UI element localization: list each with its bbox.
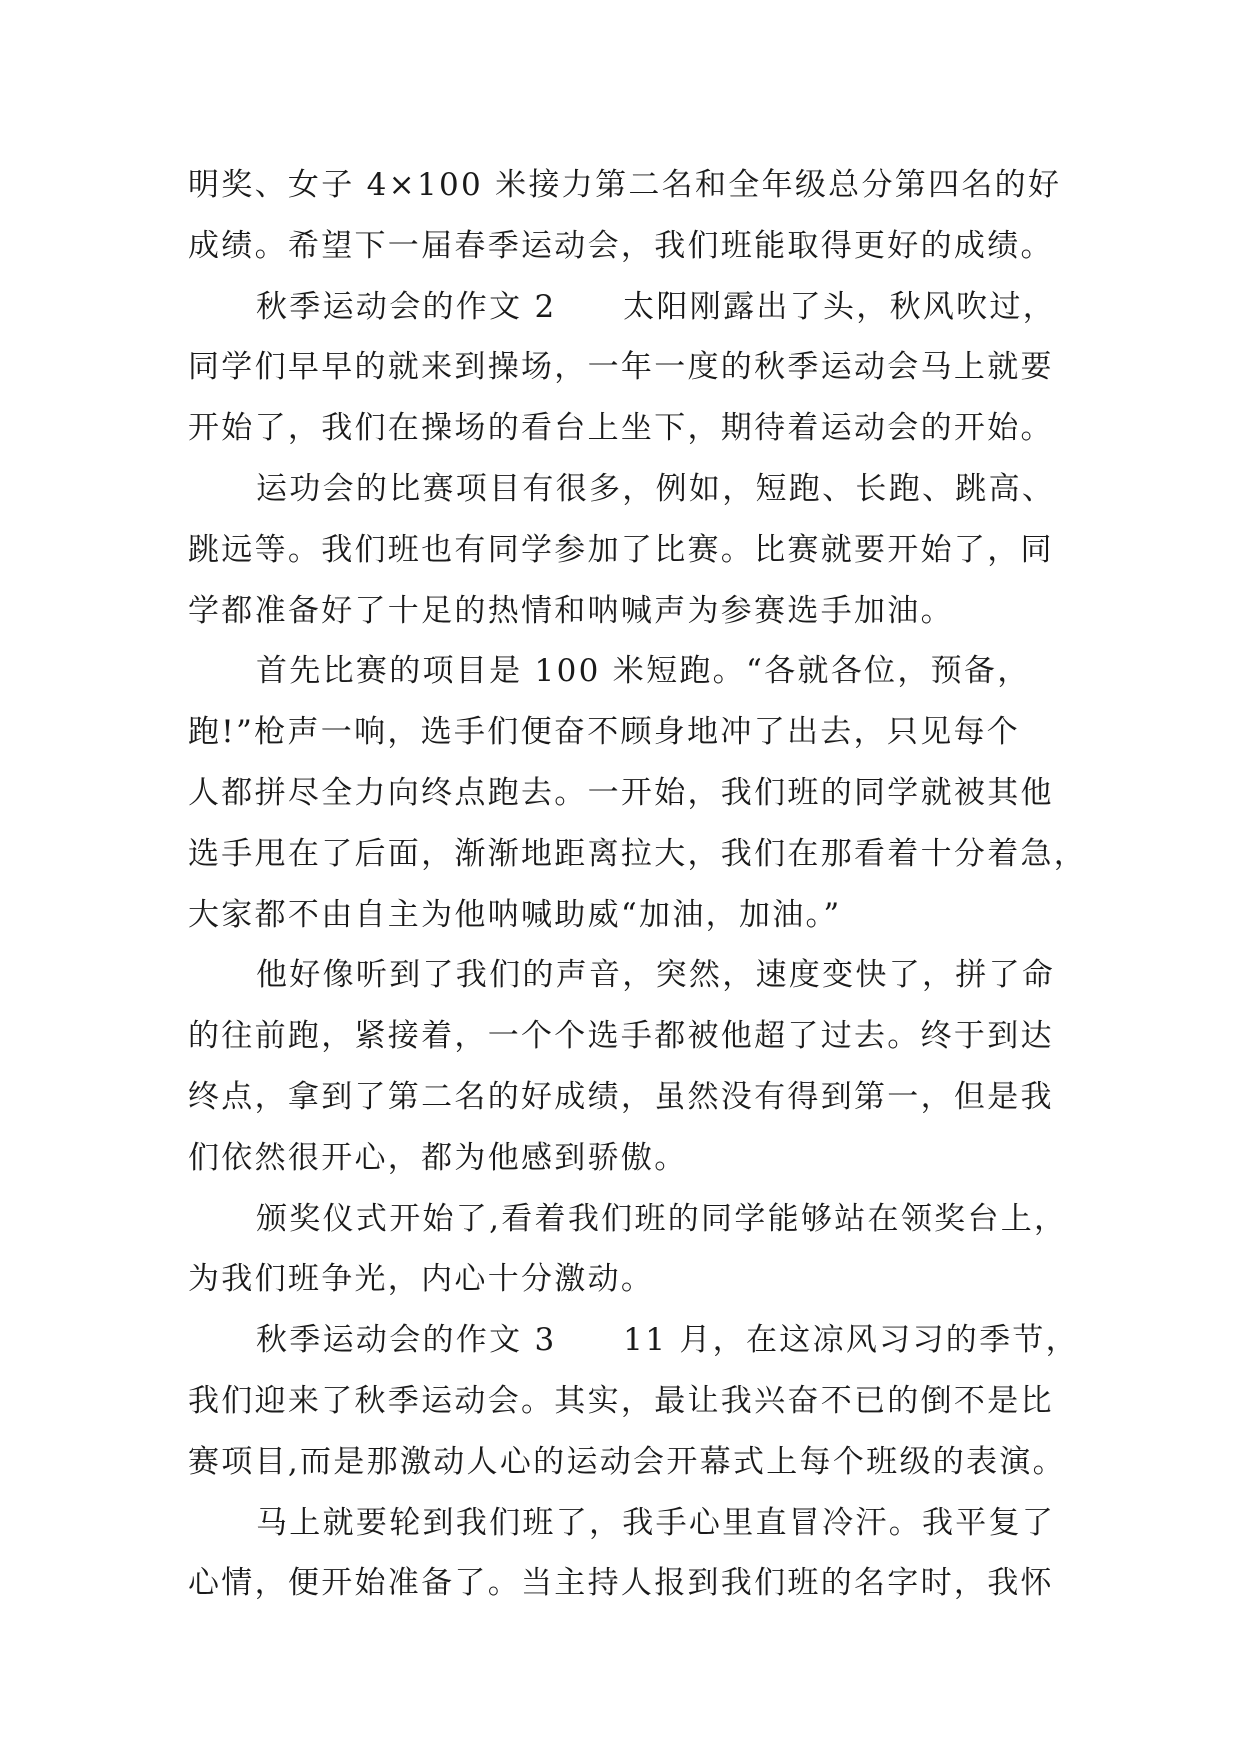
text-line: 明奖、女子 4×100 米接力第二名和全年级总分第四名的好: [188, 167, 1062, 203]
text-line: 终点，拿到了第二名的好成绩，虽然没有得到第一，但是我: [188, 1078, 1054, 1115]
text-line: 心情，便开始准备了。当主持人报到我们班的名字时，我怀: [188, 1565, 1054, 1602]
text-line: 同学们早早的就来到操场，一年一度的秋季运动会马上就要: [188, 349, 1054, 386]
text-line: 秋季运动会的作文 3 11 月，在这凉风习习的季节，: [256, 1322, 1079, 1359]
text-line: 成绩。希望下一届春季运动会，我们班能取得更好的成绩。: [188, 227, 1054, 264]
text-line: 跑!”枪声一响，选手们便奋不顾身地冲了出去，只见每个: [188, 714, 1021, 751]
text-line: 跳远等。我们班也有同学参加了比赛。比赛就要开始了，同: [188, 531, 1054, 568]
text-line: 开始了，我们在操场的看台上坐下，期待着运动会的开始。: [188, 410, 1054, 447]
text-line: 他好像听到了我们的声音，突然，速度变快了，拼了命: [256, 957, 1056, 994]
document-body: [188, 155, 1088, 1614]
text-line: 马上就要轮到我们班了，我手心里直冒冷汗。我平复了: [256, 1504, 1056, 1541]
text-line: 赛项目,而是那激动人心的运动会开幕式上每个班级的表演。: [188, 1443, 1066, 1480]
text-line: 的往前跑，紧接着，一个个选手都被他超了过去。终于到达: [188, 1018, 1054, 1055]
text-line: 选手甩在了后面，渐渐地距离拉大，我们在那看着十分着急，: [188, 835, 1088, 872]
text-line: 运功会的比赛项目有很多，例如，短跑、长跑、跳高、: [256, 470, 1056, 507]
text-line: 们依然很开心，都为他感到骄傲。: [188, 1139, 688, 1176]
text-line: 为我们班争光，内心十分激动。: [188, 1261, 655, 1298]
text-line: 学都准备好了十足的热情和呐喊声为参赛选手加油。: [188, 592, 954, 629]
text-line: 首先比赛的项目是 100 米短跑。“各就各位，预备，: [256, 653, 1031, 690]
text-line: 人都拼尽全力向终点跑去。一开始，我们班的同学就被其他: [188, 774, 1054, 811]
text-line: 大家都不由自主为他呐喊助威“加油，加油。”: [188, 896, 842, 933]
text-line: 我们迎来了秋季运动会。其实，最让我兴奋不已的倒不是比: [188, 1382, 1054, 1419]
text-line: 颁奖仪式开始了,看着我们班的同学能够站在领奖台上，: [256, 1200, 1068, 1237]
text-line: 秋季运动会的作文 2 太阳刚露出了头，秋风吹过，: [256, 288, 1057, 325]
